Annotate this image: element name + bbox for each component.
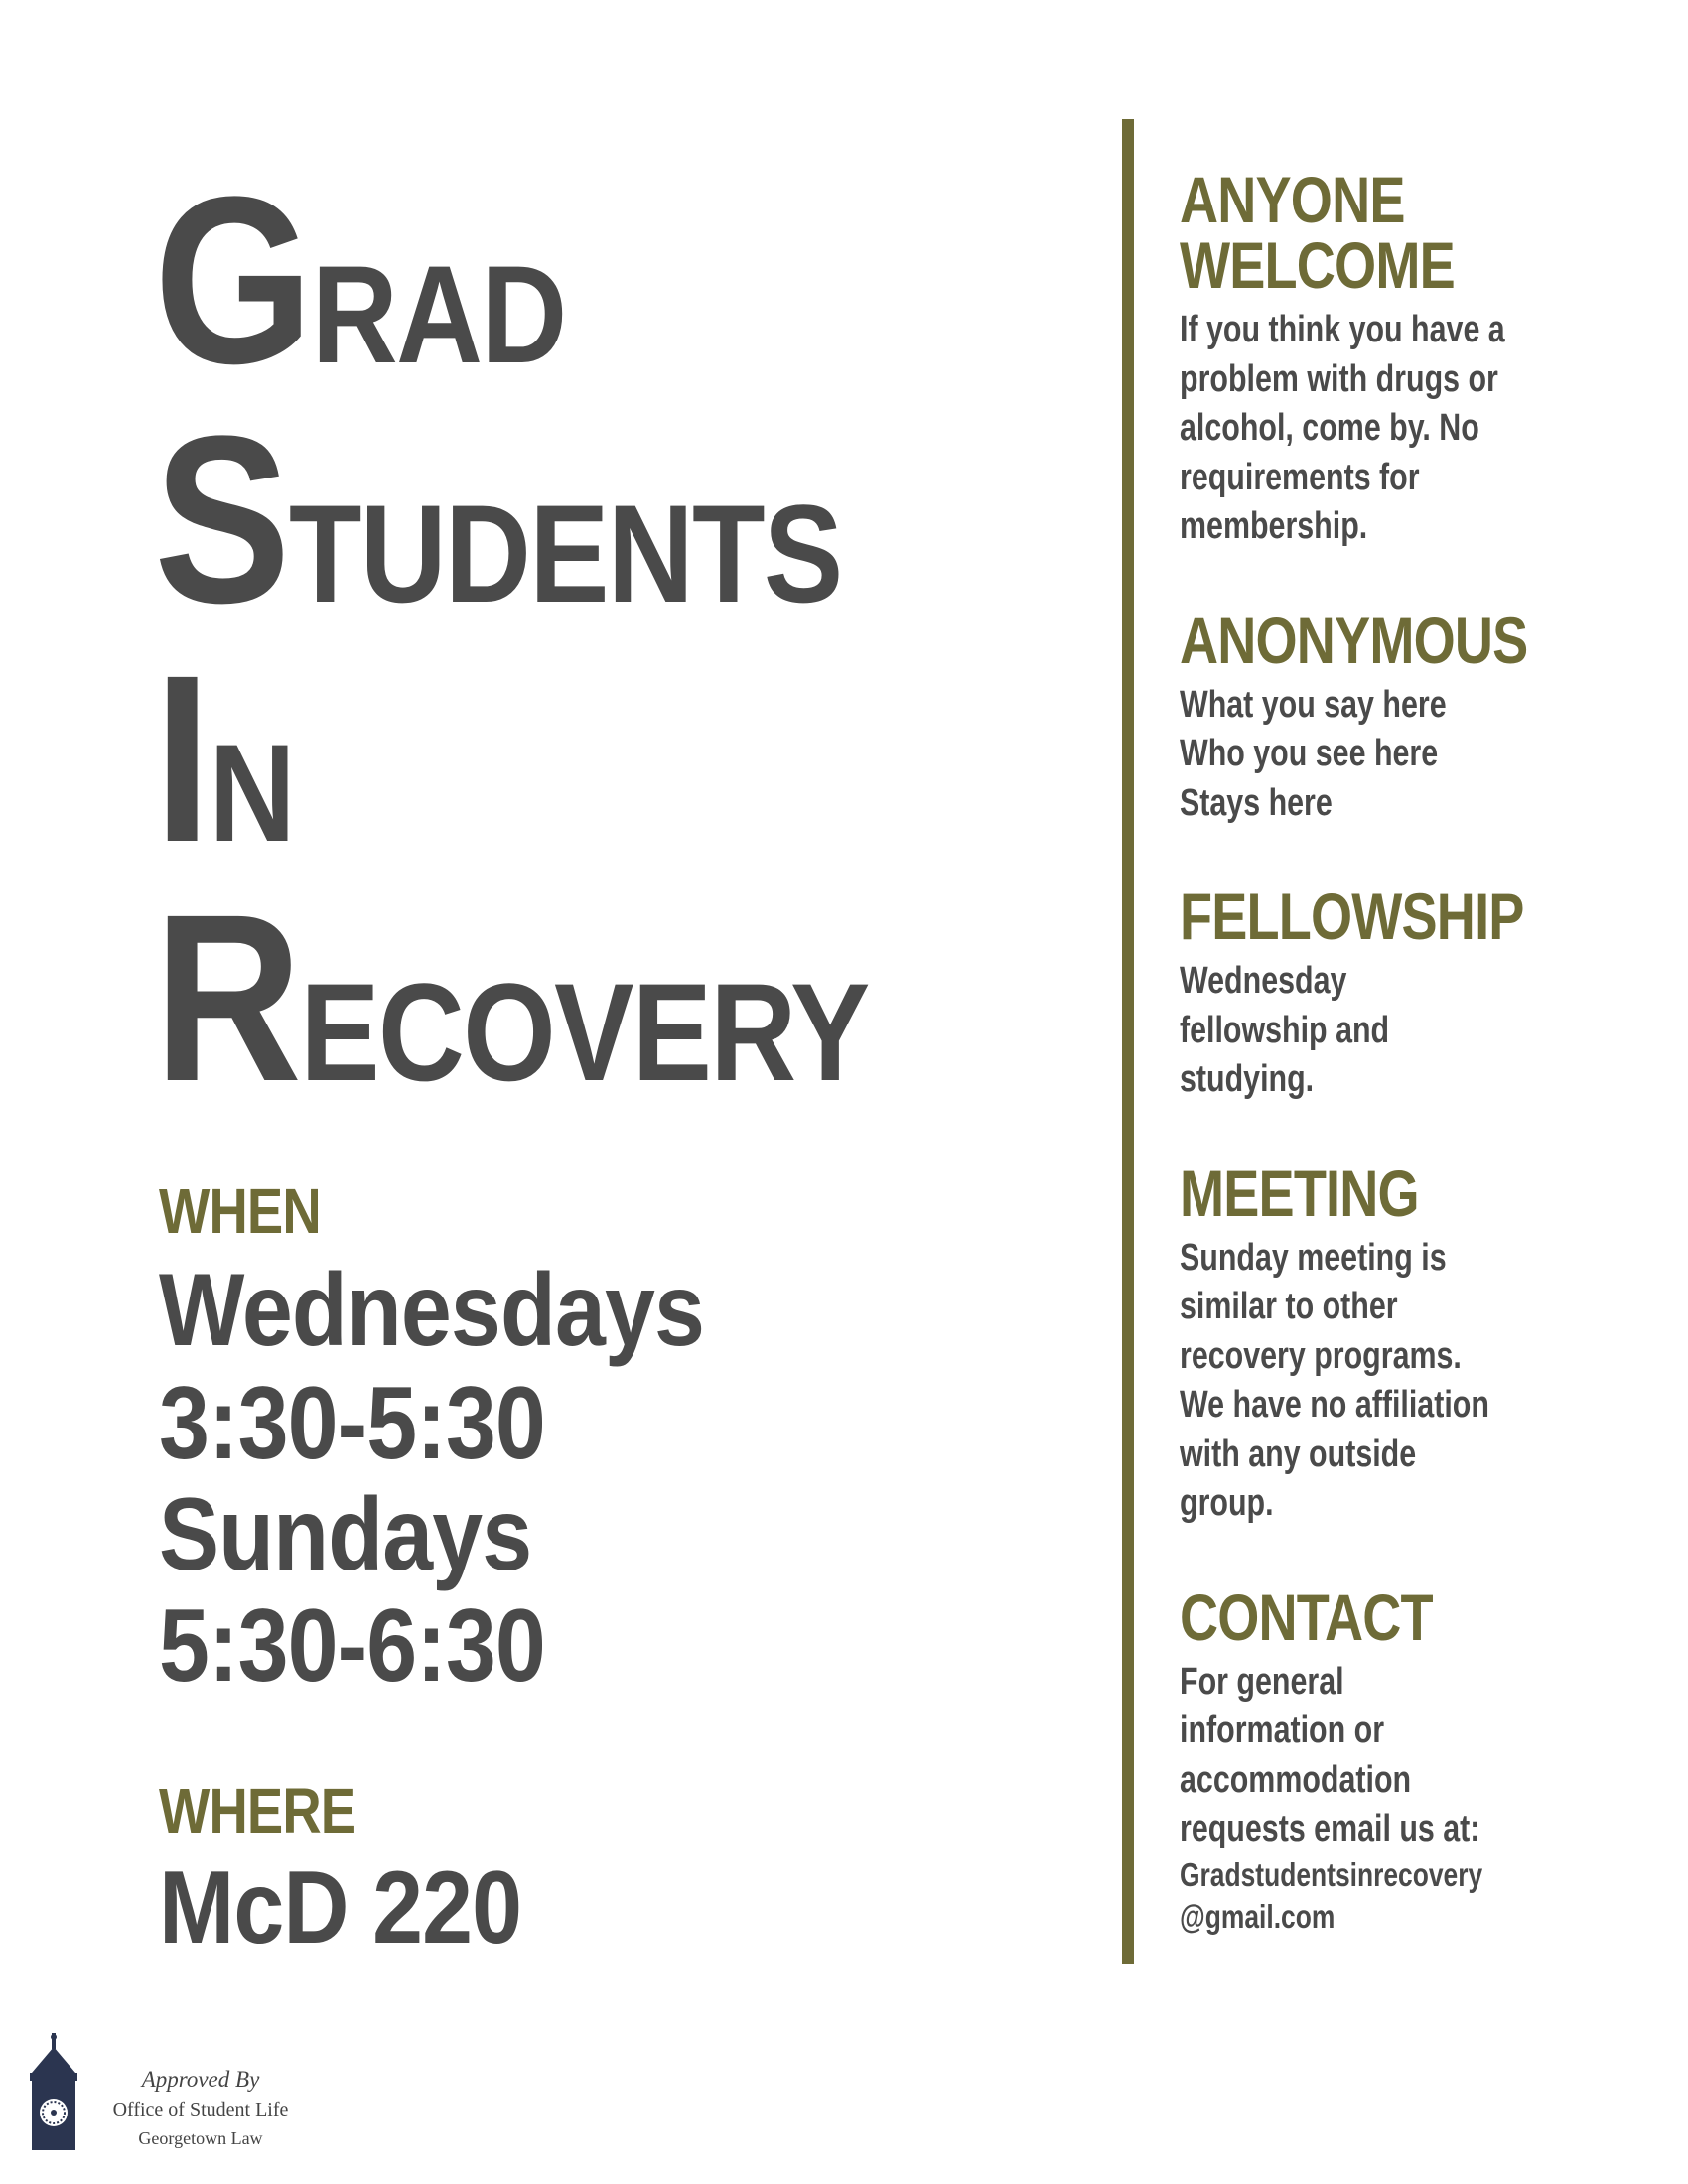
column-divider: [1122, 119, 1134, 1964]
body-line: Who you see here: [1180, 733, 1439, 774]
section-heading: [1180, 163, 1603, 302]
section-contact: [1180, 1579, 1617, 1938]
title-line-grad: [154, 147, 566, 413]
body-line: accommodation: [1180, 1758, 1412, 1801]
body-line: We have no affiliation: [1180, 1384, 1489, 1426]
body-line: studying.: [1180, 1058, 1315, 1100]
title-rest: RAD: [311, 236, 566, 392]
where-room: McD 220: [159, 1850, 522, 1966]
title-line-in: [154, 625, 294, 891]
when-day-sundays: Sundays: [159, 1477, 532, 1592]
approved-by-label: Approved By: [141, 2067, 260, 2092]
body-line: Sunday meeting is: [1180, 1236, 1447, 1279]
title-line-recovery: [154, 865, 869, 1131]
when-time-sundays: 5:30-6:30: [159, 1588, 545, 1704]
office-name: Office of Student Life: [112, 2099, 289, 2120]
body-line: information or: [1180, 1709, 1385, 1751]
title-initial: R: [154, 865, 301, 1131]
body-line: membership.: [1180, 505, 1368, 547]
heading-line: WELCOME: [1180, 228, 1455, 302]
body-line: alcohol, come by. No: [1180, 407, 1479, 449]
heading-line: ANYONE: [1180, 163, 1405, 236]
body-line: similar to other: [1180, 1286, 1398, 1327]
body-line: problem with drugs or: [1180, 357, 1498, 400]
section-body: [1180, 1658, 1609, 1938]
section-heading: ANONYMOUS: [1180, 603, 1528, 677]
when-label: WHEN: [159, 1175, 321, 1247]
section-anonymous: [1180, 603, 1617, 829]
title-line-students: [154, 386, 842, 652]
body-line: Stays here: [1180, 781, 1333, 824]
body-line: Wednesday: [1180, 960, 1347, 1002]
clock-tower-icon: [22, 2033, 85, 2152]
title-rest: TUDENTS: [288, 476, 842, 631]
body-line: fellowship and: [1180, 1009, 1390, 1051]
body-line: What you say here: [1180, 683, 1447, 726]
section-meeting: [1180, 1156, 1617, 1529]
title-rest: ECOVERY: [300, 954, 869, 1110]
body-line: For general: [1180, 1660, 1344, 1703]
school-name: Georgetown Law: [138, 2128, 263, 2148]
title-rest: N: [209, 715, 294, 871]
section-body: [1180, 1234, 1609, 1529]
where-label: WHERE: [159, 1775, 356, 1846]
section-anyone-welcome: [1180, 163, 1617, 552]
body-line: recovery programs.: [1180, 1334, 1462, 1377]
body-line: group.: [1180, 1482, 1274, 1524]
section-fellowship: [1180, 880, 1617, 1105]
section-body: [1180, 681, 1609, 829]
when-day-wednesdays: Wednesdays: [159, 1253, 705, 1368]
title-initial: S: [154, 386, 289, 652]
title-initial: I: [154, 625, 210, 891]
body-line: with any outside: [1180, 1433, 1417, 1475]
info-column: [1180, 163, 1617, 1993]
body-line: requests email us at:: [1180, 1808, 1480, 1849]
section-heading: FELLOWSHIP: [1180, 880, 1524, 953]
when-time-wednesdays: 3:30-5:30: [159, 1366, 545, 1481]
section-heading: CONTACT: [1180, 1579, 1433, 1654]
title-initial: G: [154, 147, 312, 413]
section-body: [1180, 957, 1609, 1105]
contact-email-line[interactable]: @gmail.com: [1180, 1897, 1336, 1935]
approval-block: [91, 2065, 310, 2152]
section-body: [1180, 306, 1609, 552]
section-heading: MEETING: [1180, 1156, 1419, 1230]
contact-email-line[interactable]: Gradstudentsinrecovery: [1180, 1855, 1483, 1893]
body-line: If you think you have a: [1180, 309, 1505, 350]
body-line: requirements for: [1180, 456, 1420, 498]
